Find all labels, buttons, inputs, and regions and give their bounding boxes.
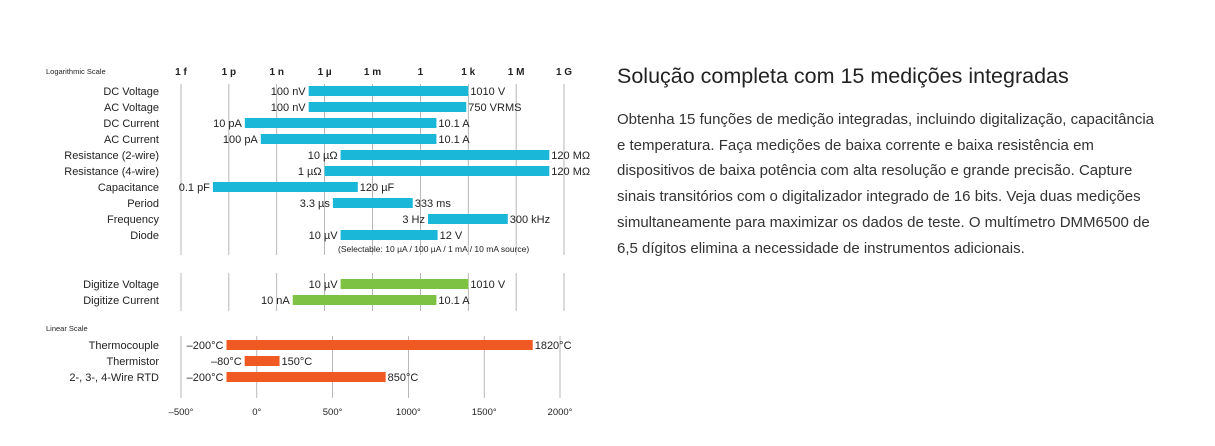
info-title: Solução completa com 15 medições integradas	[617, 64, 1069, 88]
log-row-bar	[245, 118, 437, 128]
linear-tick-label: 1500°	[471, 407, 497, 418]
log-tick-label: 1 m	[363, 67, 382, 78]
log-row-bar	[309, 86, 469, 96]
digitize-row-bar	[341, 279, 469, 289]
log-tick-label: 1 p	[221, 67, 237, 78]
log-tick-label: 1 G	[555, 67, 573, 78]
log-tick-label: 1 n	[269, 67, 284, 78]
linear-tick-label: 0°	[252, 407, 262, 418]
linear-row-bar	[226, 372, 385, 382]
linear-row-label: Thermistor	[106, 356, 159, 368]
log-row-label: Diode	[130, 230, 159, 242]
linear-row-max-label: 1820°C	[534, 340, 572, 352]
log-row-label: Period	[127, 198, 159, 210]
log-row-bar	[333, 198, 413, 208]
log-row-max-label: 1010 V	[470, 86, 506, 98]
log-row-bar	[213, 182, 358, 192]
digitize-row-bar	[293, 295, 437, 305]
digitize-row-label: Digitize Voltage	[83, 279, 159, 291]
log-row-max-label: 120 MΩ	[551, 150, 591, 162]
log-row-label: Resistance (2-wire)	[64, 150, 159, 162]
log-row-min-label: 10 µV	[308, 230, 338, 242]
log-row-min-label: 100 nV	[270, 102, 306, 114]
log-row-bar	[325, 166, 550, 176]
log-row-label: Capacitance	[97, 182, 159, 194]
log-row-label: Frequency	[107, 214, 159, 226]
log-row-max-label: 750 VRMS	[468, 102, 522, 114]
linear-row-min-label: –80°C	[210, 356, 242, 368]
log-row-max-label: 10.1 A	[438, 118, 470, 130]
log-row-min-label: 3.3 µs	[299, 198, 330, 210]
log-row-bar	[309, 102, 467, 112]
info-body: Obtenha 15 funções de medição integradas, incluindo digitalização, capacitância e temperatura. Faça medições de baixa corrente e baixa resistência em dispositivos de baixa potência com alta resolução e grande precisão. Capture sinais transitórios com o digitalizador integrado de 16 bits. Veja duas medições simultaneamente para maximizar os dados de teste. O multímetro DMM6500 de 6,5 dígitos elimina a necessidade de instrumentos adicionais.	[617, 111, 1155, 257]
linear-row-label: Thermocouple	[88, 340, 159, 352]
measurement-range-chart	[40, 58, 600, 428]
linear-tick-label: 500°	[322, 407, 343, 418]
log-tick-label: 1 M	[507, 67, 525, 78]
log-row-min-label: 100 nV	[270, 86, 306, 98]
linear-scale-label: Linear Scale	[46, 324, 88, 333]
linear-row-min-label: –200°C	[186, 372, 224, 384]
log-row-label: AC Current	[103, 134, 159, 146]
linear-row-max-label: 850°C	[387, 372, 419, 384]
log-row-min-label: 0.1 pF	[178, 182, 210, 194]
log-tick-label: 1 µ	[317, 67, 332, 78]
log-row-min-label: 100 pA	[222, 134, 258, 146]
linear-tick-label: 2000°	[547, 407, 573, 418]
info-panel	[617, 64, 1177, 261]
log-scale-label: Logarithmic Scale	[46, 67, 106, 76]
log-tick-label: 1 f	[175, 67, 187, 78]
log-row-min-label: 10 µΩ	[307, 150, 338, 162]
log-row-max-label: 300 kHz	[509, 214, 551, 226]
digitize-row-max-label: 1010 V	[470, 279, 506, 291]
digitize-row-min-label: 10 nA	[260, 295, 290, 307]
log-row-min-label: 10 pA	[213, 118, 242, 130]
log-row-max-label: 10.1 A	[438, 134, 470, 146]
linear-tick-label: –500°	[168, 407, 194, 418]
digitize-row-min-label: 10 µV	[308, 279, 338, 291]
digitize-row-max-label: 10.1 A	[438, 295, 470, 307]
digitize-row-label: Digitize Current	[83, 295, 159, 307]
log-row-min-label: 1 µΩ	[297, 166, 322, 178]
log-row-max-label: 120 MΩ	[551, 166, 591, 178]
log-row-label: Resistance (4-wire)	[64, 166, 159, 178]
linear-tick-label: 1000°	[395, 407, 421, 418]
log-row-bar	[341, 150, 550, 160]
log-tick-label: 1	[417, 67, 424, 78]
log-row-max-label: 333 ms	[414, 198, 451, 210]
linear-row-min-label: –200°C	[186, 340, 224, 352]
log-row-bar	[341, 230, 438, 240]
log-row-max-label: 120 µF	[359, 182, 395, 194]
linear-row-max-label: 150°C	[281, 356, 313, 368]
log-row-bar	[428, 214, 508, 224]
log-row-label: DC Voltage	[103, 86, 159, 98]
linear-row-label: 2-, 3-, 4-Wire RTD	[69, 372, 159, 384]
diode-note: (Selectable: 10 µA / 100 µA / 1 mA / 10 mA source)	[338, 244, 530, 254]
log-row-min-label: 3 Hz	[402, 214, 425, 226]
log-row-max-label: 12 V	[439, 230, 463, 242]
linear-row-bar	[245, 356, 280, 366]
log-row-label: AC Voltage	[103, 102, 159, 114]
log-row-label: DC Current	[103, 118, 159, 130]
log-tick-label: 1 k	[461, 67, 476, 78]
linear-row-bar	[226, 340, 532, 350]
log-row-bar	[261, 134, 437, 144]
